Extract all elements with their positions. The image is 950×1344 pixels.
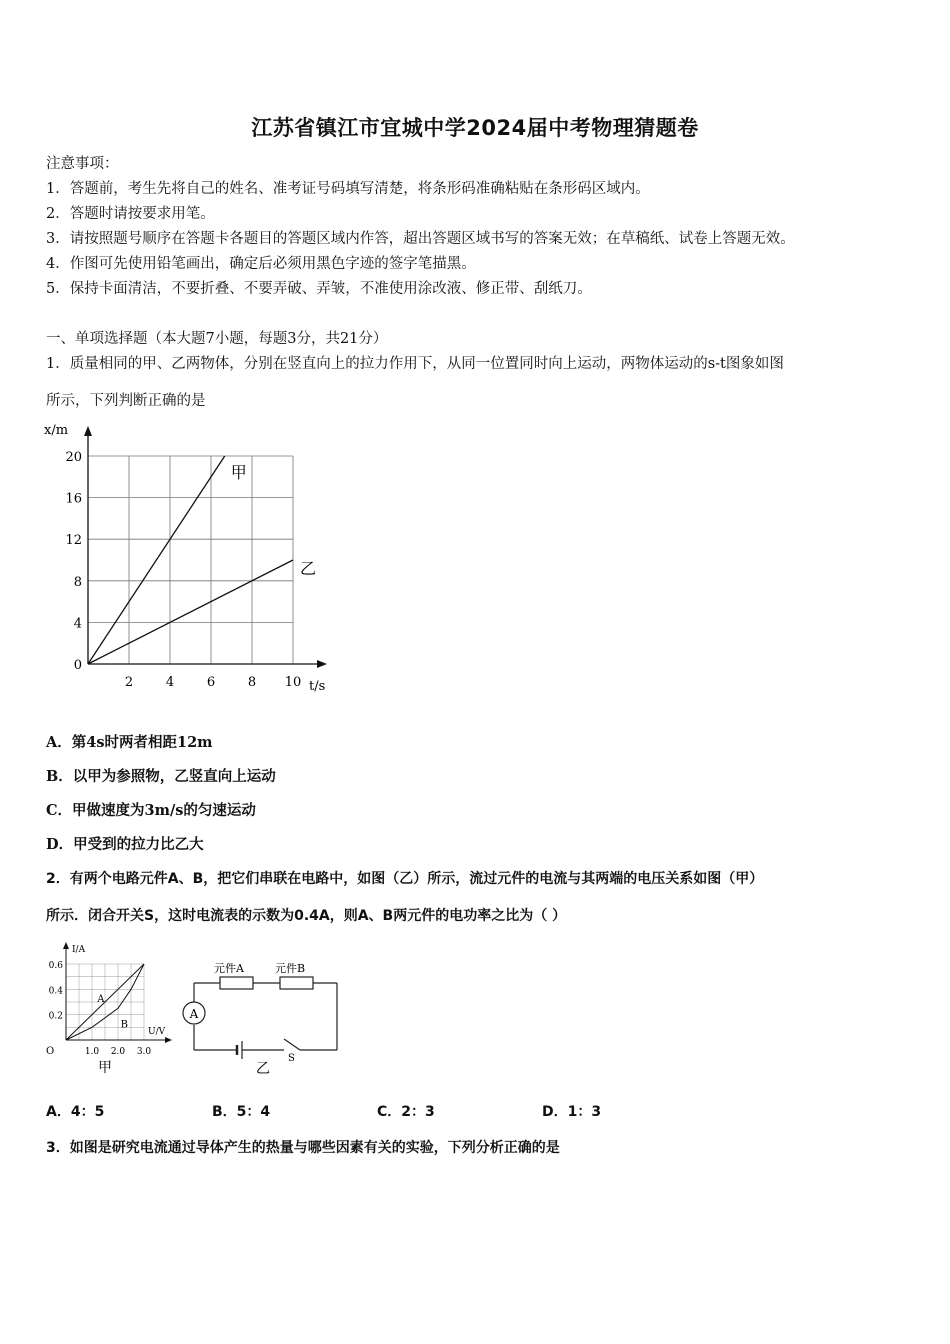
q2-option-a: A．4：5 <box>46 1104 105 1120</box>
y-tick-label: 4 <box>73 616 82 632</box>
q2-option-c: C．2：3 <box>377 1104 435 1120</box>
element-a-resistor <box>220 977 253 989</box>
x-tick-label: 10 <box>284 675 302 690</box>
series-line-yi <box>88 560 293 664</box>
x-tick-label: 2 <box>124 675 134 690</box>
q1-option-c: C．甲做速度为3m/s的匀速运动 <box>46 802 256 819</box>
y-axis-arrow <box>63 942 69 949</box>
notice-item-5: 5．保持卡面清洁，不要折叠、不要弄破、弄皱，不准使用涂改液、修正带、刮纸刀。 <box>46 281 592 297</box>
y-tick-label: 8 <box>73 574 82 590</box>
q1-option-d: D．甲受到的拉力比乙大 <box>46 836 204 853</box>
notice-item-3: 3．请按照题号顺序在答题卡各题目的答题区域内作答，超出答题区域书写的答案无效；在草稿纸、试卷上答题无效。 <box>46 231 795 247</box>
q3-stem-line1: 3．如图是研究电流通过导体产生的热量与哪些因素有关的实验，下列分析正确的是 <box>46 1140 560 1156</box>
st-chart <box>40 418 340 698</box>
element-b-resistor <box>280 977 313 989</box>
section-heading: 一、单项选择题（本大题7小题，每题3分，共21分） <box>46 331 388 347</box>
y-axis-label: x/m <box>44 423 69 438</box>
circuit-caption: 乙 <box>256 1061 270 1077</box>
y-tick-label: 12 <box>65 533 82 549</box>
element-b-label: 元件B <box>275 962 306 975</box>
q1-option-b: B．以甲为参照物，乙竖直向上运动 <box>46 768 276 785</box>
x-axis-label: t/s <box>309 679 326 694</box>
y-tick-label: 0.4 <box>48 986 63 997</box>
x-tick-label: 8 <box>247 675 257 690</box>
switch-label: S <box>288 1053 295 1064</box>
series-label: A <box>97 994 105 1005</box>
page-title: 江苏省镇江市宜城中学2024届中考物理猜题卷 <box>251 116 699 140</box>
q2-option-b: B．5：4 <box>212 1104 271 1120</box>
x-tick-label: 3.0 <box>136 1047 152 1057</box>
notice-item-4: 4．作图可先使用铅笔画出，确定后必须用黑色字迹的签字笔描黑。 <box>46 256 476 272</box>
y-tick-label: 0 <box>73 658 82 673</box>
element-a-label: 元件A <box>214 962 244 975</box>
iu-chart <box>42 940 172 1080</box>
series-label: 甲 <box>230 463 247 482</box>
origin-label: O <box>46 1046 55 1057</box>
x-tick-label: 1.0 <box>84 1047 100 1057</box>
q2-stem-line2: 所示．闭合开关S，这时电流表的示数为0.4A，则A、B两元件的电功率之比为（ ） <box>46 908 567 924</box>
y-tick-label: 0.2 <box>48 1011 63 1022</box>
chart-caption: 甲 <box>98 1060 112 1076</box>
x-axis-arrow <box>165 1037 172 1043</box>
series-label: 乙 <box>300 559 317 578</box>
y-axis-label: I/A <box>72 945 86 955</box>
notice-item-1: 1．答题前，考生先将自己的姓名、准考证号码填写清楚，将条形码准确粘贴在条形码区域内。 <box>46 181 650 197</box>
x-tick-label: 6 <box>206 675 216 690</box>
ammeter-label: A <box>189 1007 199 1021</box>
q1-stem-line2: 所示，下列判断正确的是 <box>46 393 206 409</box>
switch-blade <box>284 1039 300 1050</box>
series-line-jia <box>88 456 225 664</box>
x-tick-label: 2.0 <box>110 1047 126 1057</box>
notice-heading: 注意事项： <box>46 156 119 172</box>
x-axis-arrow <box>317 660 327 668</box>
y-tick-label: 20 <box>65 450 82 465</box>
y-tick-label: 0.6 <box>48 961 63 971</box>
x-tick-label: 4 <box>165 675 175 690</box>
circuit-diagram <box>180 955 345 1080</box>
y-tick-label: 16 <box>65 491 82 507</box>
q2-stem-line1: 2．有两个电路元件A、B，把它们串联在电路中，如图（乙）所示，流过元件的电流与其两端的电压关系如图（甲） <box>46 871 764 887</box>
y-axis-arrow <box>84 426 92 436</box>
q2-option-d: D．1：3 <box>542 1104 602 1120</box>
q1-option-a: A．第4s时两者相距12m <box>46 734 213 751</box>
series-label: B <box>120 1019 128 1031</box>
x-axis-label: U/V <box>148 1027 166 1037</box>
q1-stem-line1: 1．质量相同的甲、乙两物体，分别在竖直向上的拉力作用下，从同一位置同时向上运动，两物体运动的s-t图象如图 <box>46 356 784 372</box>
notice-item-2: 2．答题时请按要求用笔。 <box>46 206 215 222</box>
